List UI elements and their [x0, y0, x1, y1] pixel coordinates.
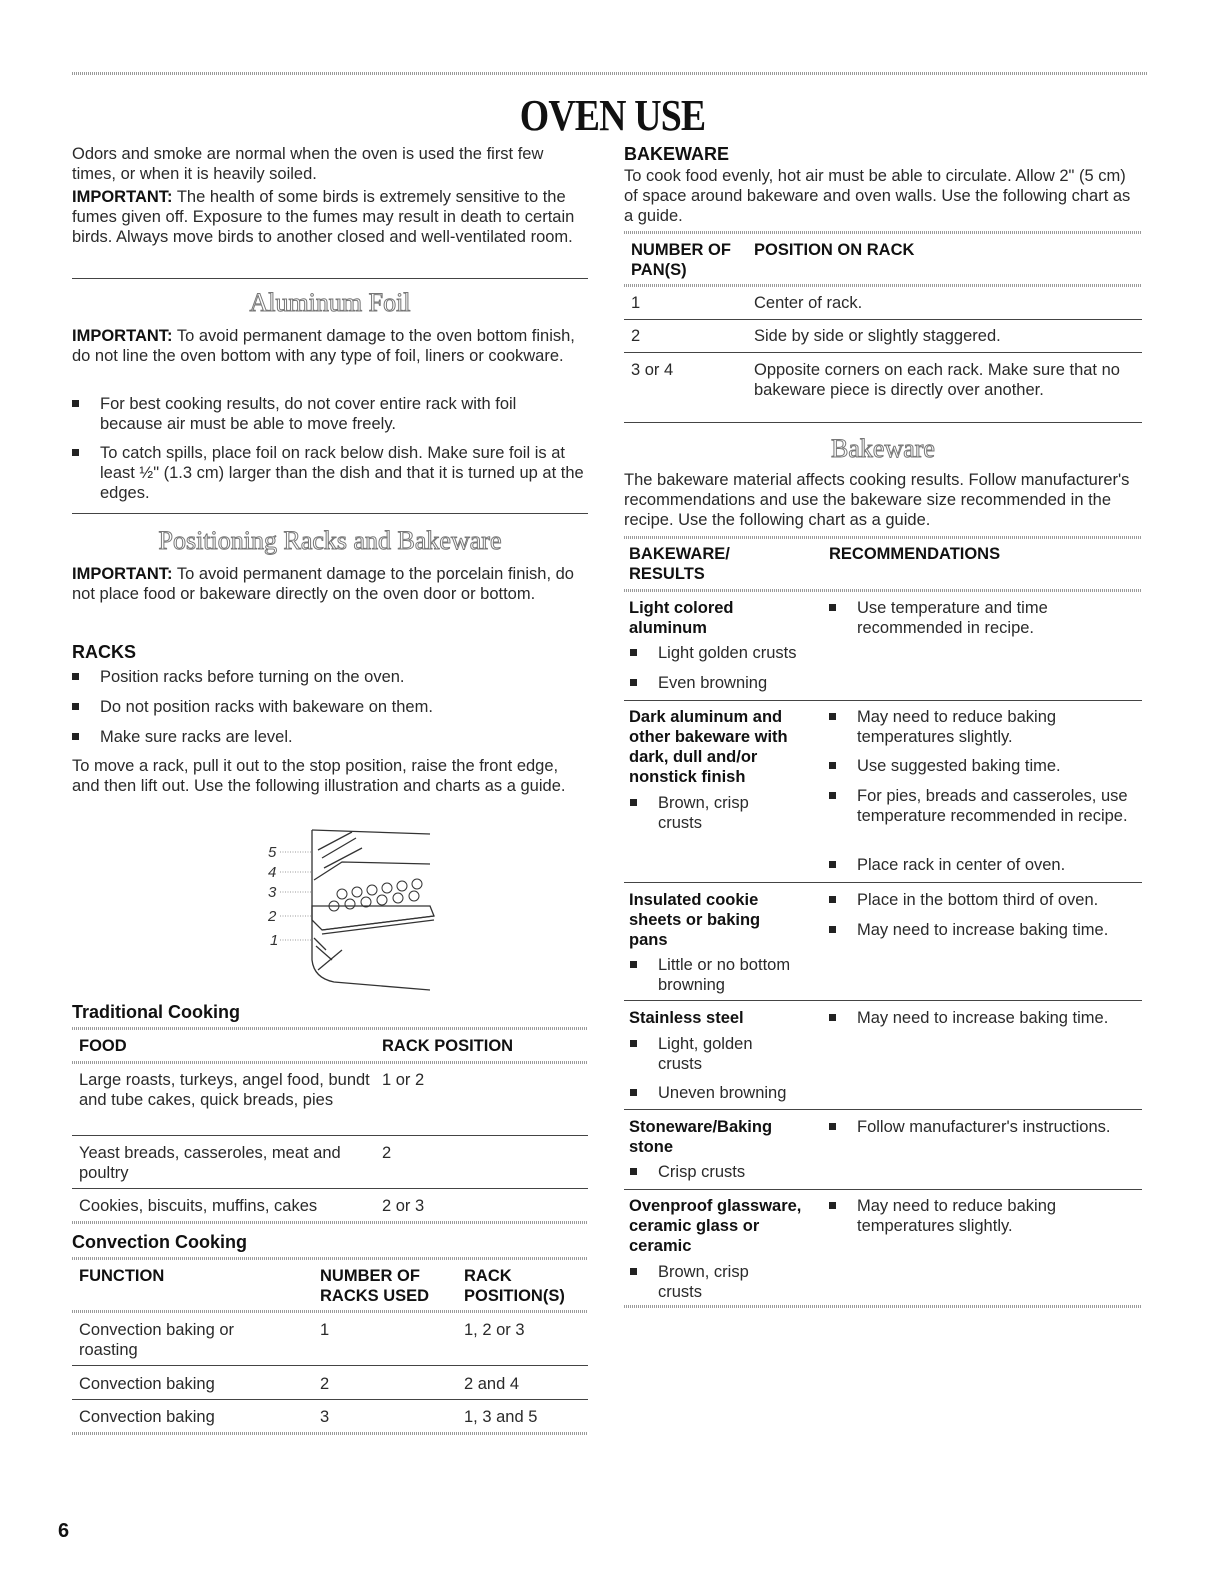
table-cell: 3 or 4: [631, 361, 674, 379]
row-divider: [624, 1109, 1142, 1110]
col-header: RACK POSITION: [382, 1037, 514, 1055]
table-cell: 1: [320, 1321, 330, 1339]
bakeware-paragraph: The bakeware material affects cooking results. Follow manufacturer's recommendations and use the bakeware size recommended in the recipe. Use the following chart as a guide.: [624, 471, 1130, 529]
table-cell: Opposite corners on each rack. Make sure that no bakeware piece is directly over another.: [754, 361, 1120, 399]
rack-number: 1: [270, 932, 279, 949]
table-cell: Side by side or slightly staggered.: [754, 327, 1001, 345]
table-rule: [72, 1257, 588, 1260]
bullet-icon: [829, 604, 836, 611]
bullet-icon: [630, 799, 637, 806]
row-divider: [624, 700, 1142, 701]
table-cell: 2 and 4: [464, 1375, 520, 1393]
table-cell: 2: [382, 1144, 392, 1162]
row-divider: [624, 352, 1142, 353]
bakeware-heading: Bakeware: [831, 434, 935, 463]
positioning-important: [72, 564, 590, 604]
rack-number: 3: [268, 884, 277, 901]
rack-number: 5: [268, 844, 277, 861]
bakeware-name: Insulated cookie sheets or baking pans: [629, 891, 761, 949]
table-rule: [72, 1027, 588, 1030]
bullet-icon: [630, 1089, 637, 1096]
table-cell: 1, 2 or 3: [464, 1321, 525, 1339]
important-label: IMPORTANT:: [72, 188, 173, 206]
row-divider: [624, 1189, 1142, 1190]
intro-important-text: The health of some birds is extremely sensitive to the fumes given off. Exposure to the fumes may result in death to certain birds. Always move birds to another closed and well-ventilated room.: [72, 188, 575, 246]
convection-heading: Convection Cooking: [72, 1232, 247, 1252]
bakeware-name: Stainless steel: [629, 1009, 744, 1027]
col-header: BAKEWARE/ RESULTS: [629, 545, 730, 583]
row-divider: [72, 1135, 588, 1136]
table-cell: 2: [631, 327, 641, 345]
table-cell: 1, 3 and 5: [464, 1408, 538, 1426]
intro-paragraph: Odors and smoke are normal when the oven is used the first few times, or when it is heavily soiled.: [72, 145, 544, 183]
bullet-icon: [72, 400, 79, 407]
divider: [72, 278, 588, 279]
page-title: OVEN USE: [519, 91, 706, 140]
bullet-icon: [829, 1123, 836, 1130]
row-divider: [72, 1365, 588, 1366]
row-divider: [72, 1399, 588, 1400]
foil-important: [72, 326, 590, 366]
foil-important-text: To avoid permanent damage to the oven bottom finish, do not line the oven bottom with any type of foil, liners or cookware.: [72, 327, 575, 365]
positioning-important-text: To avoid permanent damage to the porcelain finish, do not place food or bakeware directly on the oven door or bottom.: [72, 565, 574, 603]
table-rule: [624, 1305, 1142, 1308]
table-cell: Cookies, biscuits, muffins, cakes: [79, 1197, 318, 1215]
bullet-icon: [72, 449, 79, 456]
divider: [72, 513, 588, 514]
bullet-icon: [630, 1040, 637, 1047]
bullet-icon: [829, 792, 836, 799]
table-cell: Convection baking: [79, 1408, 215, 1426]
intro-important: [72, 187, 590, 247]
racks-heading: RACKS: [72, 642, 137, 662]
bullet-icon: [72, 733, 79, 740]
bullet-icon: [829, 896, 836, 903]
row-divider: [624, 319, 1142, 320]
positioning-heading: Positioning Racks and Bakeware: [158, 526, 502, 555]
table-cell: 3: [320, 1408, 330, 1426]
bullet-icon: [630, 679, 637, 686]
table-rule: [72, 1432, 588, 1435]
table-cell: Yeast breads, casseroles, meat and poultry: [79, 1144, 341, 1182]
bakeware-top-heading: BAKEWARE: [624, 144, 730, 164]
table-cell: 2: [320, 1375, 330, 1393]
top-rule: [72, 72, 1147, 75]
table-cell: 1 or 2: [382, 1071, 425, 1089]
table-rule: [624, 284, 1142, 287]
table-cell: Large roasts, turkeys, angel food, bundt and tube cakes, quick breads, pies: [79, 1071, 370, 1109]
divider: [624, 422, 1142, 423]
bakeware-name: Dark aluminum and other bakeware with dark, dull and/or nonstick finish: [629, 708, 788, 786]
table-cell: Convection baking or roasting: [79, 1321, 235, 1359]
table-rule: [624, 589, 1142, 592]
table-rule: [72, 1061, 588, 1064]
rack-number: 2: [268, 908, 277, 925]
foil-heading: Aluminum Foil: [249, 288, 411, 317]
bullet-icon: [630, 1168, 637, 1175]
bakeware-name: Light colored aluminum: [629, 599, 734, 637]
bullet-icon: [829, 713, 836, 720]
important-label: IMPORTANT:: [72, 327, 173, 345]
table-cell: 2 or 3: [382, 1197, 425, 1215]
table-rule: [624, 231, 1142, 234]
bullet-icon: [829, 1202, 836, 1209]
traditional-heading: Traditional Cooking: [72, 1002, 241, 1022]
row-divider: [624, 882, 1142, 883]
table-rule: [624, 536, 1142, 539]
bullet-icon: [829, 861, 836, 868]
table-rule: [72, 1221, 588, 1224]
racks-paragraph: To move a rack, pull it out to the stop position, raise the front edge, and then lift out. Use the following illustration and charts as a guide.: [72, 757, 566, 795]
table-cell: Convection baking: [79, 1375, 215, 1393]
col-header: NUMBER OF RACKS USED: [320, 1267, 430, 1305]
table-cell: Center of rack.: [754, 294, 863, 312]
bullet-icon: [630, 649, 637, 656]
col-header: RACK POSITION(S): [464, 1267, 565, 1305]
col-header: RECOMMENDATIONS: [829, 545, 1001, 563]
important-label: IMPORTANT:: [72, 565, 173, 583]
oven-rack-illustration: [262, 820, 442, 995]
bullet-icon: [630, 961, 637, 968]
col-header: FOOD: [79, 1037, 127, 1055]
bullet-icon: [72, 673, 79, 680]
bullet-icon: [829, 1014, 836, 1021]
page-number: 6: [58, 1520, 70, 1542]
bullet-icon: [829, 762, 836, 769]
bullet-icon: [630, 1268, 637, 1275]
row-divider: [624, 1000, 1142, 1001]
table-cell: 1: [631, 294, 641, 312]
col-header: NUMBER OF PAN(S): [631, 241, 731, 279]
col-header: POSITION ON RACK: [754, 241, 915, 259]
bakeware-name: Ovenproof glassware, ceramic glass or ceramic: [629, 1197, 802, 1255]
bakeware-name: Stoneware/Baking stone: [629, 1118, 773, 1156]
bullet-icon: [72, 703, 79, 710]
row-divider: [72, 1188, 588, 1189]
bakeware-top-paragraph: To cook food evenly, hot air must be able to circulate. Allow 2" (5 cm) of space around bakeware and oven walls. Use the following chart as a guide.: [624, 167, 1131, 225]
rack-number: 4: [268, 864, 277, 881]
bullet-icon: [829, 926, 836, 933]
table-rule: [72, 1310, 588, 1313]
col-header: FUNCTION: [79, 1267, 165, 1285]
